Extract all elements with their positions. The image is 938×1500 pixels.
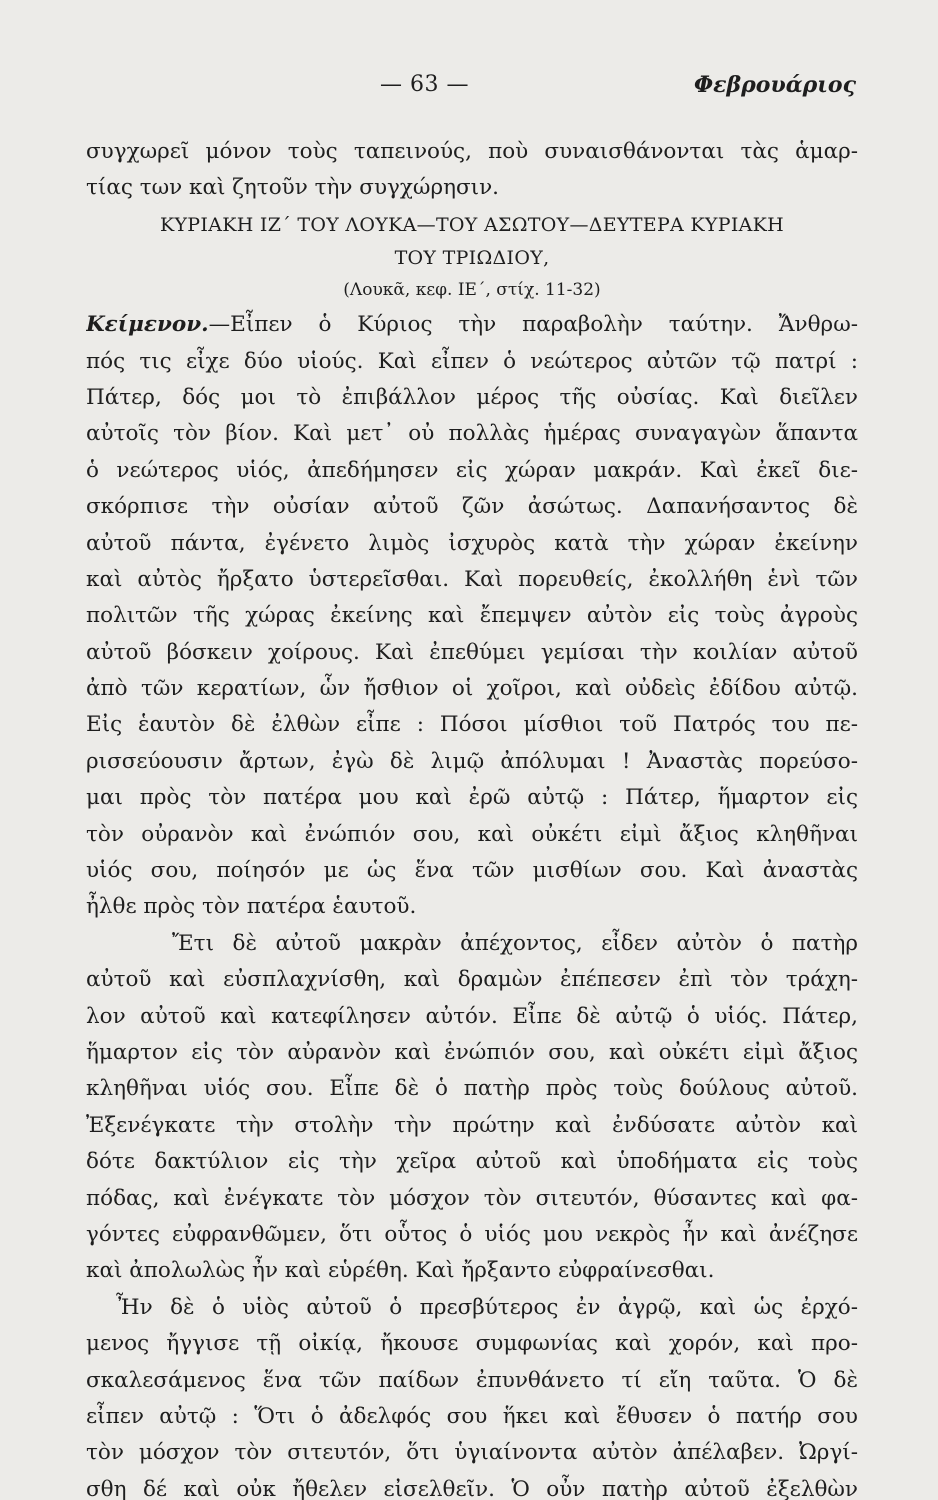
text-line: καὶ ἀπολωλὼς ἦν καὶ εὑρέθη. Καὶ ἤρξαντο εὐφραίνεσθαι. bbox=[86, 1258, 715, 1284]
text-line: αὐτοῦ πάντα, ἐγένετο λιμὸς ἰσχυρὸς κατὰ τὴν χώραν ἐκείνην bbox=[86, 530, 858, 556]
text-line: καὶ αὐτὸς ἤρξατο ὑστερεῖσθαι. Καὶ πορευθείς, ἐκολλήθη ἑνὶ τῶν bbox=[86, 566, 858, 592]
text-line: πολιτῶν τῆς χώρας ἐκείνης καὶ ἔπεμψεν αὐτὸν εἰς τοὺς ἀγροὺς bbox=[86, 603, 858, 629]
text-line-rest: —Εἶπεν ὁ Κύριος τὴν παραβολὴν ταύτην. Ἄνθρω- bbox=[208, 312, 858, 338]
section-heading: ΚΥΡΙΑΚΗ ΙΖ΄ ΤΟΥ ΛΟΥΚΑ—ΤΟΥ ΑΣΩΤΟΥ—ΔΕΥΤΕΡΑ ΚΥΡΙΑΚΗ bbox=[159, 213, 785, 236]
text-line: Ἔτι δὲ αὐτοῦ μακρὰν ἀπέχοντος, εἶδεν αὐτὸν ὁ πατὴρ bbox=[172, 930, 858, 956]
text-line: Ἐξενέγκατε τὴν στολὴν τὴν πρώτην καὶ ἐνδύσατε αὐτὸν καὶ bbox=[86, 1112, 858, 1138]
text-line: τίας των καὶ ζητοῦν τὴν συγχώρησιν. bbox=[86, 175, 499, 201]
running-title: Φεβρουάριος bbox=[694, 72, 856, 98]
text-line: Πάτερ, δός μοι τὸ ἐπιβάλλον μέρος τῆς οὐσίας. Καὶ διεῖλεν bbox=[86, 384, 858, 410]
text-line: ὁ νεώτερος υἱός, ἀπεδήμησεν εἰς χώραν μακράν. Καὶ ἐκεῖ διε- bbox=[86, 457, 858, 483]
text-line: Ἦν δὲ ὁ υἱὸς αὐτοῦ ὁ πρεσβύτερος ἐν ἀγρῷ, καὶ ὡς ἐρχό- bbox=[116, 1294, 858, 1320]
text-label: Κείμενον. bbox=[86, 312, 209, 338]
text-line: ἀπὸ τῶν κερατίων, ὧν ἤσθιον οἱ χοῖροι, καὶ οὐδεὶς ἐδίδου αὐτῷ. bbox=[86, 676, 858, 702]
text-line: πός τις εἶχε δύο υἱούς. Καὶ εἶπεν ὁ νεώτερος αὐτῶν τῷ πατρί : bbox=[86, 348, 858, 374]
section-heading-continued: ΤΟΥ ΤΡΙΩΔΙΟΥ, bbox=[394, 247, 550, 270]
scripture-reference: (Λουκᾶ, κεφ. ΙΕ΄, στίχ. 11-32) bbox=[343, 280, 601, 301]
page-number: — 63 — bbox=[380, 72, 469, 97]
body-text bbox=[86, 134, 858, 1500]
text-line: γόντες εὐφρανθῶμεν, ὅτι οὗτος ὁ υἱός μου νεκρὸς ἦν καὶ ἀνέζησε bbox=[86, 1221, 858, 1247]
text-line: πόδας, καὶ ἐνέγκατε τὸν μόσχον τὸν σιτευτόν, θύσαντες καὶ φα- bbox=[86, 1185, 858, 1211]
page-header bbox=[0, 72, 938, 108]
text-line: υἱός σου, ποίησόν με ὡς ἕνα τῶν μισθίων σου. Καὶ ἀναστὰς bbox=[86, 858, 858, 884]
text-line: σκαλεσάμενος ἕνα τῶν παίδων ἐπυνθάνετο τί εἴη ταῦτα. Ὁ δὲ bbox=[86, 1367, 858, 1393]
text-line: σκόρπισε τὴν οὐσίαν αὐτοῦ ζῶν ἀσώτως. Δαπανήσαντος δὲ bbox=[86, 494, 858, 520]
text-line: εἶπεν αὐτῷ : Ὅτι ὁ ἀδελφός σου ἥκει καὶ ἔθυσεν ὁ πατήρ σου bbox=[86, 1403, 858, 1429]
text-line: αὐτοῖς τὸν βίον. Καὶ μετ᾽ οὐ πολλὰς ἡμέρας συναγαγὼν ἅπαντα bbox=[86, 421, 858, 447]
text-line: κληθῆναι υἱός σου. Εἶπε δὲ ὁ πατὴρ πρὸς τοὺς δούλους αὐτοῦ. bbox=[86, 1076, 858, 1102]
text-line: ἦλθε πρὸς τὸν πατέρα ἑαυτοῦ. bbox=[86, 894, 417, 920]
text-line: αὐτοῦ καὶ εὐσπλαχνίσθη, καὶ δραμὼν ἐπέπεσεν ἐπὶ τὸν τράχη- bbox=[86, 967, 858, 993]
text-line: ρισσεύουσιν ἄρτων, ἐγὼ δὲ λιμῷ ἀπόλυμαι ! Ἀναστὰς πορεύσο- bbox=[86, 748, 858, 774]
text-line: τὸν μόσχον τὸν σιτευτόν, ὅτι ὑγιαίνοντα αὐτὸν ἀπέλαβεν. Ὠργί- bbox=[86, 1440, 858, 1466]
text-line: Εἰς ἑαυτὸν δὲ ἐλθὼν εἶπε : Πόσοι μίσθιοι τοῦ Πατρός του πε- bbox=[86, 712, 858, 738]
text-line: λον αὐτοῦ καὶ κατεφίλησεν αὐτόν. Εἶπε δὲ αὐτῷ ὁ υἱός. Πάτερ, bbox=[86, 1003, 858, 1029]
text-line: δότε δακτύλιον εἰς τὴν χεῖρα αὐτοῦ καὶ ὑποδήματα εἰς τοὺς bbox=[86, 1149, 858, 1175]
text-line: μαι πρὸς τὸν πατέρα μου καὶ ἐρῶ αὐτῷ : Πάτερ, ἥμαρτον εἰς bbox=[86, 785, 858, 811]
text-line: συγχωρεῖ μόνον τοὺς ταπεινούς, ποὺ συναισθάνονται τὰς ἁμαρ- bbox=[86, 139, 858, 164]
text-line: ἥμαρτον εἰς τὸν αὐρανὸν καὶ ἐνώπιόν σου, καὶ οὐκέτι εἰμὶ ἄξιος bbox=[86, 1039, 858, 1065]
text-line: μενος ἤγγισε τῇ οἰκίᾳ, ἤκουσε συμφωνίας καὶ χορόν, καὶ προ- bbox=[86, 1331, 858, 1357]
text-line: σθη δέ καὶ οὐκ ἤθελεν εἰσελθεῖν. Ὁ οὖν πατὴρ αὐτοῦ ἐξελθὼν bbox=[86, 1476, 858, 1500]
text-line: αὐτοῦ βόσκειν χοίρους. Καὶ ἐπεθύμει γεμίσαι τὴν κοιλίαν αὐτοῦ bbox=[86, 639, 858, 665]
text-line bbox=[86, 307, 858, 343]
text-line: τὸν οὐρανὸν καὶ ἐνώπιόν σου, καὶ οὐκέτι εἰμὶ ἄξιος κληθῆναι bbox=[86, 821, 858, 847]
